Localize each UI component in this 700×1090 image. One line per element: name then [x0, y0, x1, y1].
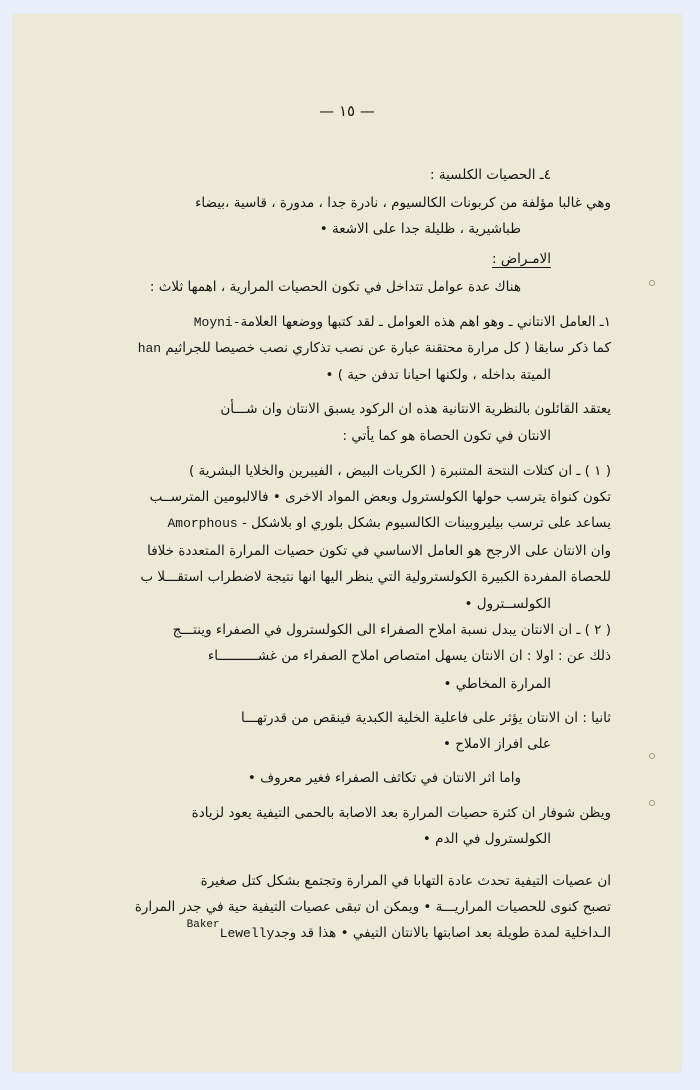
text-line: [173, 620, 611, 640]
punch-hole-3: [649, 800, 655, 806]
section-heading-calcium-stones: [430, 165, 551, 185]
punch-hole-1: [649, 280, 655, 286]
line-text: تكون كنواة يترسب حولها الكولسترول وبعض المواد الاخرى • فالالبومين المترســب: [149, 489, 611, 505]
text-line: [444, 674, 552, 694]
latin-term: han: [137, 341, 162, 356]
line-text: واما اثر الانتان في تكاثف الصفراء فغير معروف •: [247, 770, 521, 786]
text-line: [443, 734, 551, 754]
text-line: [248, 768, 521, 788]
text-line: [194, 312, 611, 333]
text-line: [201, 871, 611, 891]
text-line: [150, 277, 521, 297]
section-heading-pathogenesis: [492, 249, 551, 269]
text-line: [192, 803, 611, 823]
latin-term: Amorphous: [167, 516, 238, 531]
text-line: [320, 219, 521, 239]
line-text: الـداخلية لمدة طويلة بعد اصابتها بالانتان التيفي • هذا قد وجد: [274, 925, 611, 941]
text-line: [186, 919, 611, 945]
line-text: ( ٢ ) ـ ان الانتان يبدل نسبة املاح الصفراء الى الكولسترول في الصفراء وينتـــج: [172, 622, 611, 638]
text-line: [195, 193, 611, 213]
line-text: يساعد على ترسب بيليروبينات الكالسيوم بشكل بلوري او بلاشكل -: [241, 515, 611, 531]
punch-hole-2: [649, 753, 655, 759]
line-text: وهي غالبا مؤلفة من كربونات الكالسيوم ، نادرة جدا ، مدورة ، قاسية ،بيضاء: [195, 195, 611, 211]
line-text: للحصاة المفردة الكبيرة الكولسترولية التي ينظر اليها انها نتيجة لاضطراب استقـــلا ب: [140, 569, 611, 585]
text-line: [167, 513, 611, 534]
line-text: يعتقد القائلون بالنظرية الانتانية هذه ان الركود يسبق الانتان وان شـــأن: [220, 401, 611, 417]
page-number: — ١٥ —: [319, 102, 375, 120]
line-text: طباشيرية ، ظليلة جدا على الاشعة •: [319, 221, 521, 237]
text-line: [343, 426, 552, 446]
line-text: كما ذكر سابقا ( كل مرارة محتقنة عبارة عن نصب تذكاري نصب خصيصا للجراثيم: [165, 340, 611, 356]
text-line: [138, 338, 611, 359]
line-text: هناك عدة عوامل تتداخل في تكون الحصيات المرارية ، اهمها ثلاث :: [149, 279, 521, 295]
text-line: [326, 365, 552, 385]
superscript-term: Baker: [186, 919, 220, 931]
text-line: [135, 897, 611, 917]
latin-term: Moyni-: [193, 315, 241, 330]
line-text: الميتة بداخله ، ولكنها احيانا تدفن حية ) •: [325, 367, 551, 383]
line-text: الامـراض :: [492, 251, 551, 267]
line-text: الانتان في تكون الحصاة هو كما يأتي :: [342, 428, 551, 444]
line-text: ثانيا : ان الانتان يؤثر على فاعلية الخلية الكبدية فينقص من قدرتهـــا: [241, 710, 611, 726]
text-line: [189, 461, 611, 481]
line-text: على افراز الاملاح •: [443, 736, 551, 752]
line-text: ١ـ العامل الانتاني ـ وهو اهم هذه العوامل ـ لقد كتبها ووضعها العلامة: [240, 314, 611, 330]
line-text: ذلك عن : اولا : ان الانتان يسهل امتصاص املاح الصفراء من غشــــــــــاء: [207, 648, 611, 664]
text-line: [150, 487, 611, 507]
text-line: [147, 541, 611, 561]
line-text: ويظن شوفار ان كثرة حصيات المرارة بعد الاصابة بالحمى التيفية يعود لزيادة: [191, 805, 611, 821]
document-page: [13, 14, 681, 1072]
line-text: الكولســترول •: [464, 596, 551, 612]
text-line: [241, 708, 611, 728]
text-line: [220, 399, 611, 419]
line-text: وان الانتان على الارجح هو العامل الاساسي في تكون حصيات المرارة المتعددة خلافا: [147, 543, 611, 559]
text-line: [208, 646, 611, 666]
line-text: المرارة المخاطي •: [443, 676, 551, 692]
text-line: [140, 567, 611, 587]
line-text: ( ١ ) ـ ان كتلات النتحة المتنبرة ( الكريات البيض ، الفيبرين والخلايا البشرية ): [189, 463, 611, 479]
text-line: [423, 829, 551, 849]
line-text: ان عصيات التيفية تحدث عادة التهابا في المرارة وتجتمع بشكل كتل صغيرة: [200, 873, 611, 889]
line-text: الكولسترول في الدم •: [422, 831, 551, 847]
line-text: تصبح كنوى للحصيات المراريـــة • ويمكن ان تبقى عصيات التيفية حية في جدر المرارة: [134, 899, 611, 915]
line-text: ٤ـ الحصيات الكلسية :: [430, 167, 551, 183]
latin-term: Lewelly: [219, 926, 275, 941]
text-line: [465, 594, 551, 614]
